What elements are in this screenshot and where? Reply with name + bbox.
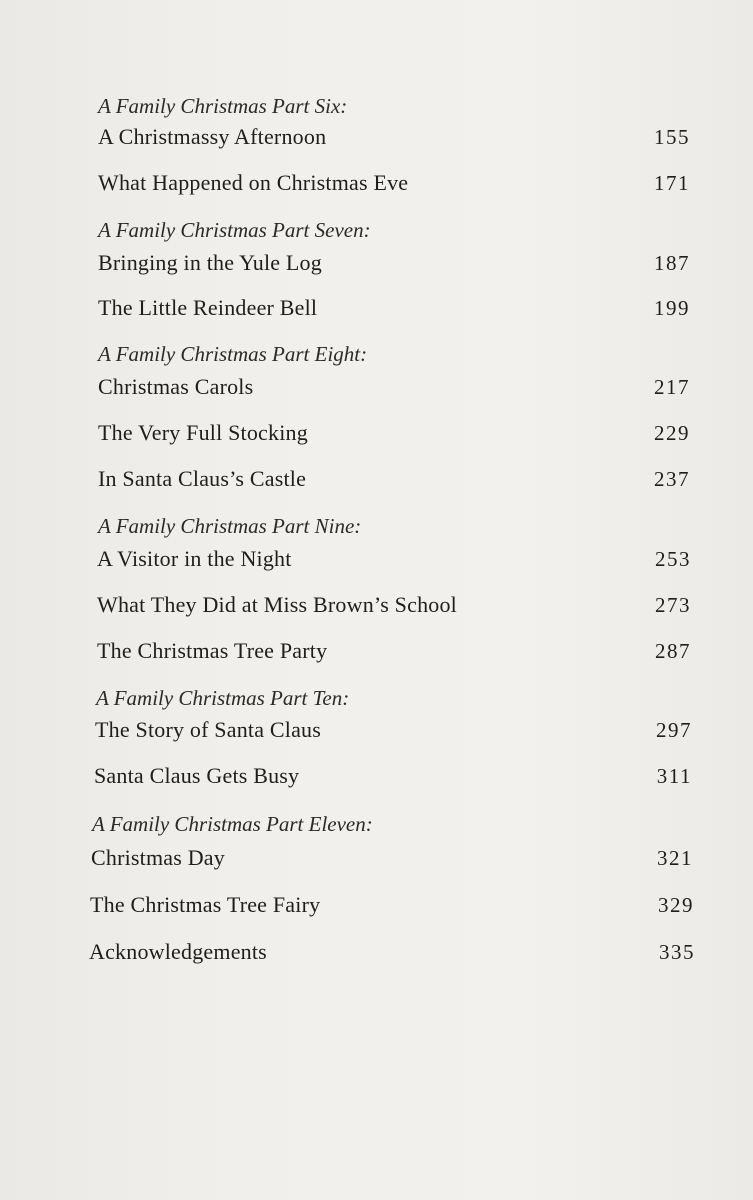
- entry-title: The Very Full Stocking: [98, 420, 308, 445]
- part-heading-nine: A Family Christmas Part Nine:: [98, 514, 362, 538]
- entry-title: The Christmas Tree Party: [97, 638, 328, 663]
- entry-title: What Happened on Christmas Eve: [98, 170, 409, 195]
- part-heading-ten: A Family Christmas Part Ten:: [96, 686, 350, 710]
- toc-entry: [94, 763, 692, 789]
- entry-title: The Little Reindeer Bell: [98, 295, 318, 320]
- entry-title: The Story of Santa Claus: [95, 717, 321, 742]
- entry-page-number: 329: [658, 893, 694, 917]
- entry-title: Santa Claus Gets Busy: [94, 763, 300, 788]
- toc-entry: [98, 295, 690, 321]
- toc-entry: [98, 124, 690, 150]
- entry-page-number: 229: [654, 421, 690, 445]
- toc-entry: [89, 939, 695, 965]
- part-heading-six: A Family Christmas Part Six:: [98, 94, 348, 118]
- entry-page-number: 171: [654, 171, 690, 195]
- entry-page-number: 335: [659, 940, 695, 964]
- entry-title: A Christmassy Afternoon: [98, 124, 327, 149]
- entry-page-number: 155: [654, 125, 690, 149]
- toc-entry: [98, 420, 690, 446]
- toc-entry: [97, 592, 691, 618]
- entry-title: Acknowledgements: [89, 939, 267, 964]
- toc-entry: [90, 892, 694, 918]
- part-heading-eleven: A Family Christmas Part Eleven:: [92, 812, 373, 836]
- entry-page-number: 199: [654, 296, 690, 320]
- toc-entry: [98, 374, 690, 400]
- part-heading-eight: A Family Christmas Part Eight:: [98, 342, 368, 366]
- entry-title: The Christmas Tree Fairy: [90, 892, 321, 917]
- entry-page-number: 253: [655, 547, 691, 571]
- entry-page-number: 273: [655, 593, 691, 617]
- toc-entry: [98, 170, 690, 196]
- entry-page-number: 217: [654, 375, 690, 399]
- entry-page-number: 321: [657, 846, 693, 870]
- entry-title: Christmas Carols: [98, 374, 254, 399]
- entry-page-number: 287: [655, 639, 691, 663]
- entry-title: What They Did at Miss Brown’s School: [97, 592, 457, 617]
- entry-page-number: 297: [656, 718, 692, 742]
- toc-entry: [95, 717, 692, 743]
- entry-page-number: 237: [654, 467, 690, 491]
- toc-entry: [91, 845, 693, 871]
- toc-entry: [98, 250, 690, 276]
- toc-entry: [97, 638, 691, 664]
- toc-entry: [98, 466, 690, 492]
- entry-title: A Visitor in the Night: [97, 546, 292, 571]
- entry-page-number: 311: [656, 764, 692, 788]
- entry-title: Bringing in the Yule Log: [98, 250, 322, 275]
- entry-title: In Santa Claus’s Castle: [98, 466, 307, 491]
- toc-entry: [97, 546, 691, 572]
- part-heading-seven: A Family Christmas Part Seven:: [98, 218, 371, 242]
- entry-page-number: 187: [654, 251, 690, 275]
- entry-title: Christmas Day: [91, 845, 225, 870]
